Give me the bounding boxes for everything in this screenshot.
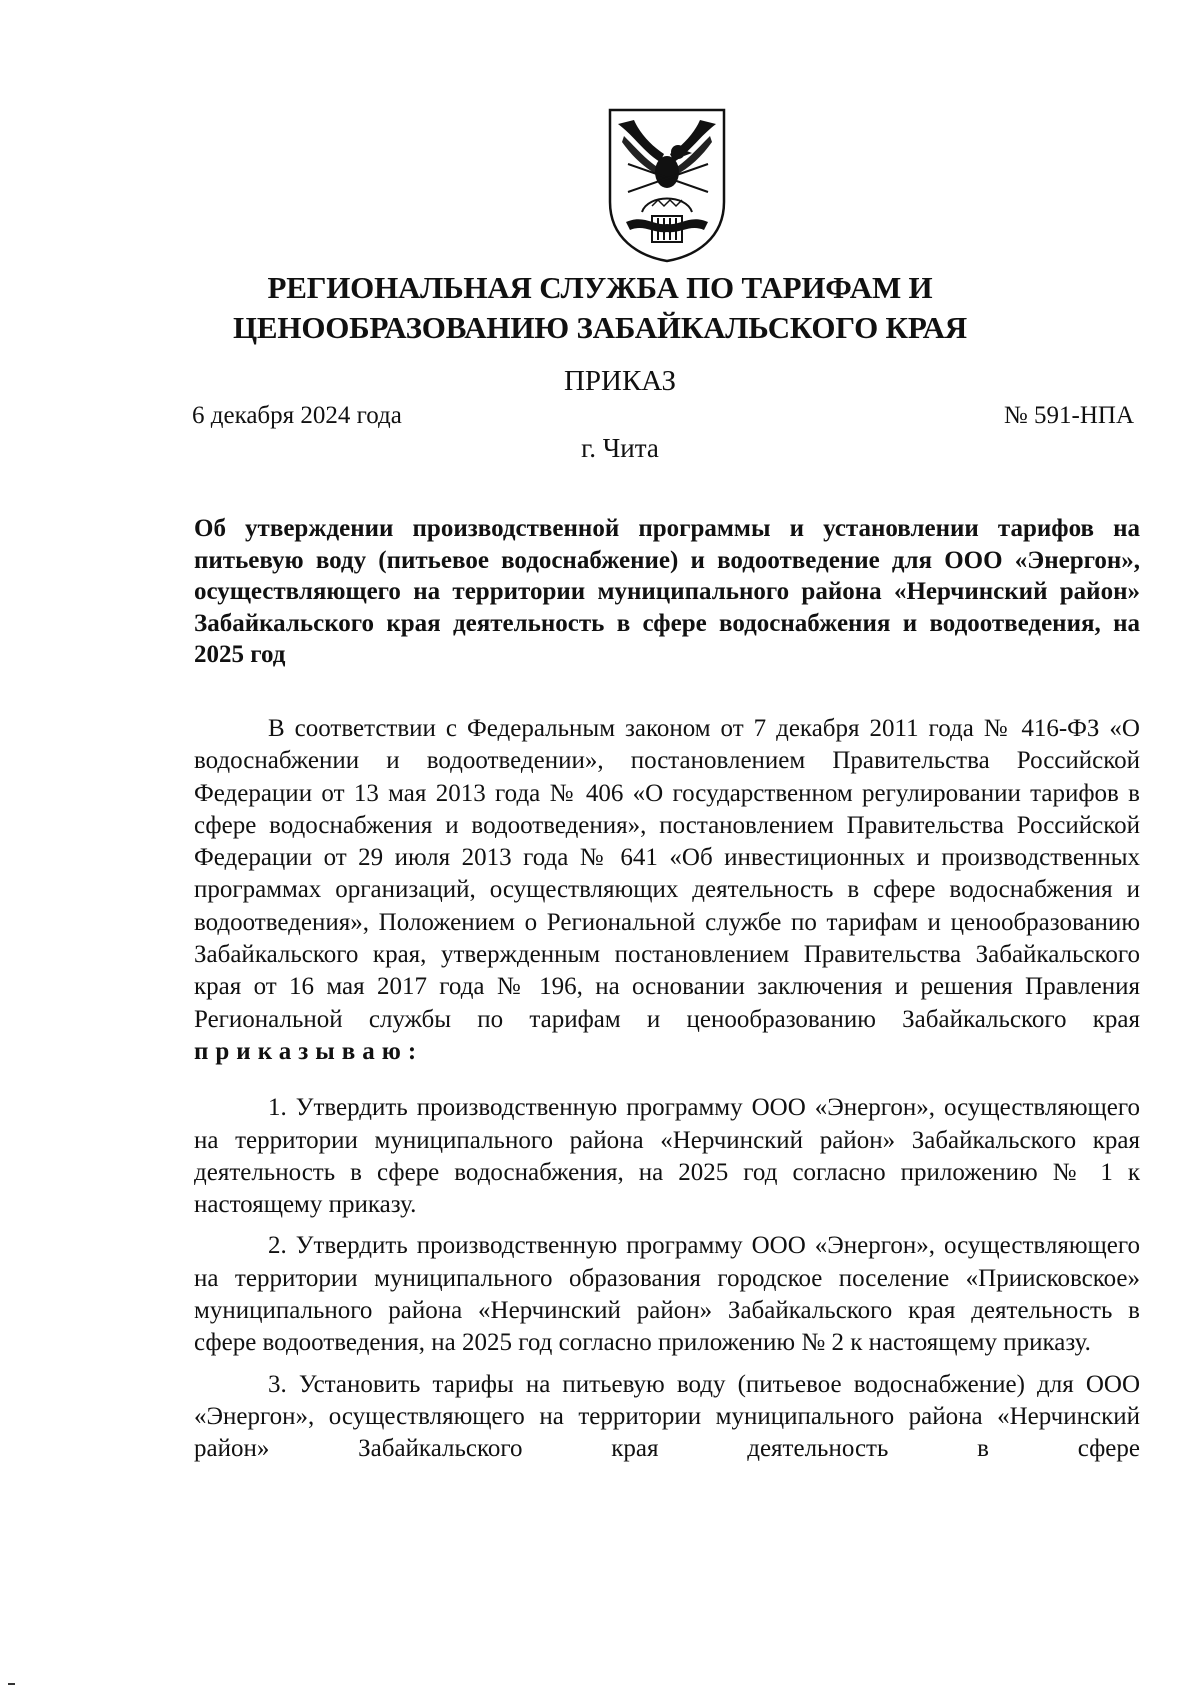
list-item: 2. Утвердить производственную программу ООО «Энергон», осуществляющего на территории муниципального образования городское поселение «Приисковское» муниципального района «Нерчинский район» Забайкальского края деятельность в сфере водоотведения, на 2025 год согласно приложению № 2 к настоящему приказу. xyxy=(194,1232,1140,1357)
order-word: приказываю: xyxy=(194,1037,424,1065)
organization-name-line-2: ЦЕНООБРАЗОВАНИЮ ЗАБАЙКАЛЬСКОГО КРАЯ xyxy=(233,310,967,345)
document-city: г. Чита xyxy=(581,433,659,463)
coat-of-arms-emblem xyxy=(604,106,730,264)
organization-name xyxy=(150,268,1050,348)
list-item: 3. Установить тарифы на питьевую воду (питьевое водоснабжение) для ООО «Энергон», осуществляющего на территории муниципального района «Нерчинский район» Забайкальского края деятельность в сфере xyxy=(194,1370,1140,1463)
document-subject: Об утверждении производственной программы и установлении тарифов на питьевую воду (питьевое водоснабжение) и водоотведение для ООО «Энергон», осуществляющего на территории муниципального района «Нерчинский район» Забайкальского края деятельность в сфере водоснабжения и водоотведения, на 2025 год xyxy=(194,515,1140,668)
list-item: 1. Утвердить производственную программу ООО «Энергон», осуществляющего на территории муниципального района «Нерчинский район» Забайкальского края деятельность в сфере водоснабжения, на 2025 год согласно приложению № 1 к настоящему приказу. xyxy=(194,1094,1140,1219)
zabaikalsky-coat-of-arms-icon xyxy=(604,106,730,264)
document-body xyxy=(194,713,1140,1466)
organization-name-line-1: РЕГИОНАЛЬНАЯ СЛУЖБА ПО ТАРИФАМ И xyxy=(267,270,933,305)
page-edge-mark xyxy=(8,1683,15,1685)
preamble-paragraph xyxy=(194,713,1140,1068)
document-date: 6 декабря 2024 года xyxy=(192,402,402,429)
document-type: ПРИКАЗ xyxy=(563,365,677,397)
document-number: № 591-НПА xyxy=(1003,402,1134,429)
preamble-text: В соответствии с Федеральным законом от 7 декабря 2011 года № 416-ФЗ «О водоснабжении и водоотведении», постановлением Правительства Российской Федерации от 13 мая 2013 года № 406 «О государственном регулировании тарифов в сфере водоснабжения и водоотведения», постановлением Правительства Российской Федерации от 29 июля 2013 года № 641 «Об инвестиционных и производственных программах организаций, осуществляющих деятельность в сфере водоснабжения и водоотведения», Положением о Региональной службе по тарифам и ценообразованию Забайкальского края, утвержденным постановлением Правительства Забайкальского края от 16 мая 2017 года № 196, на основании заключения и решения Правления Региональной службы по тарифам и ценообразованию Забайкальского края xyxy=(194,715,1140,1033)
